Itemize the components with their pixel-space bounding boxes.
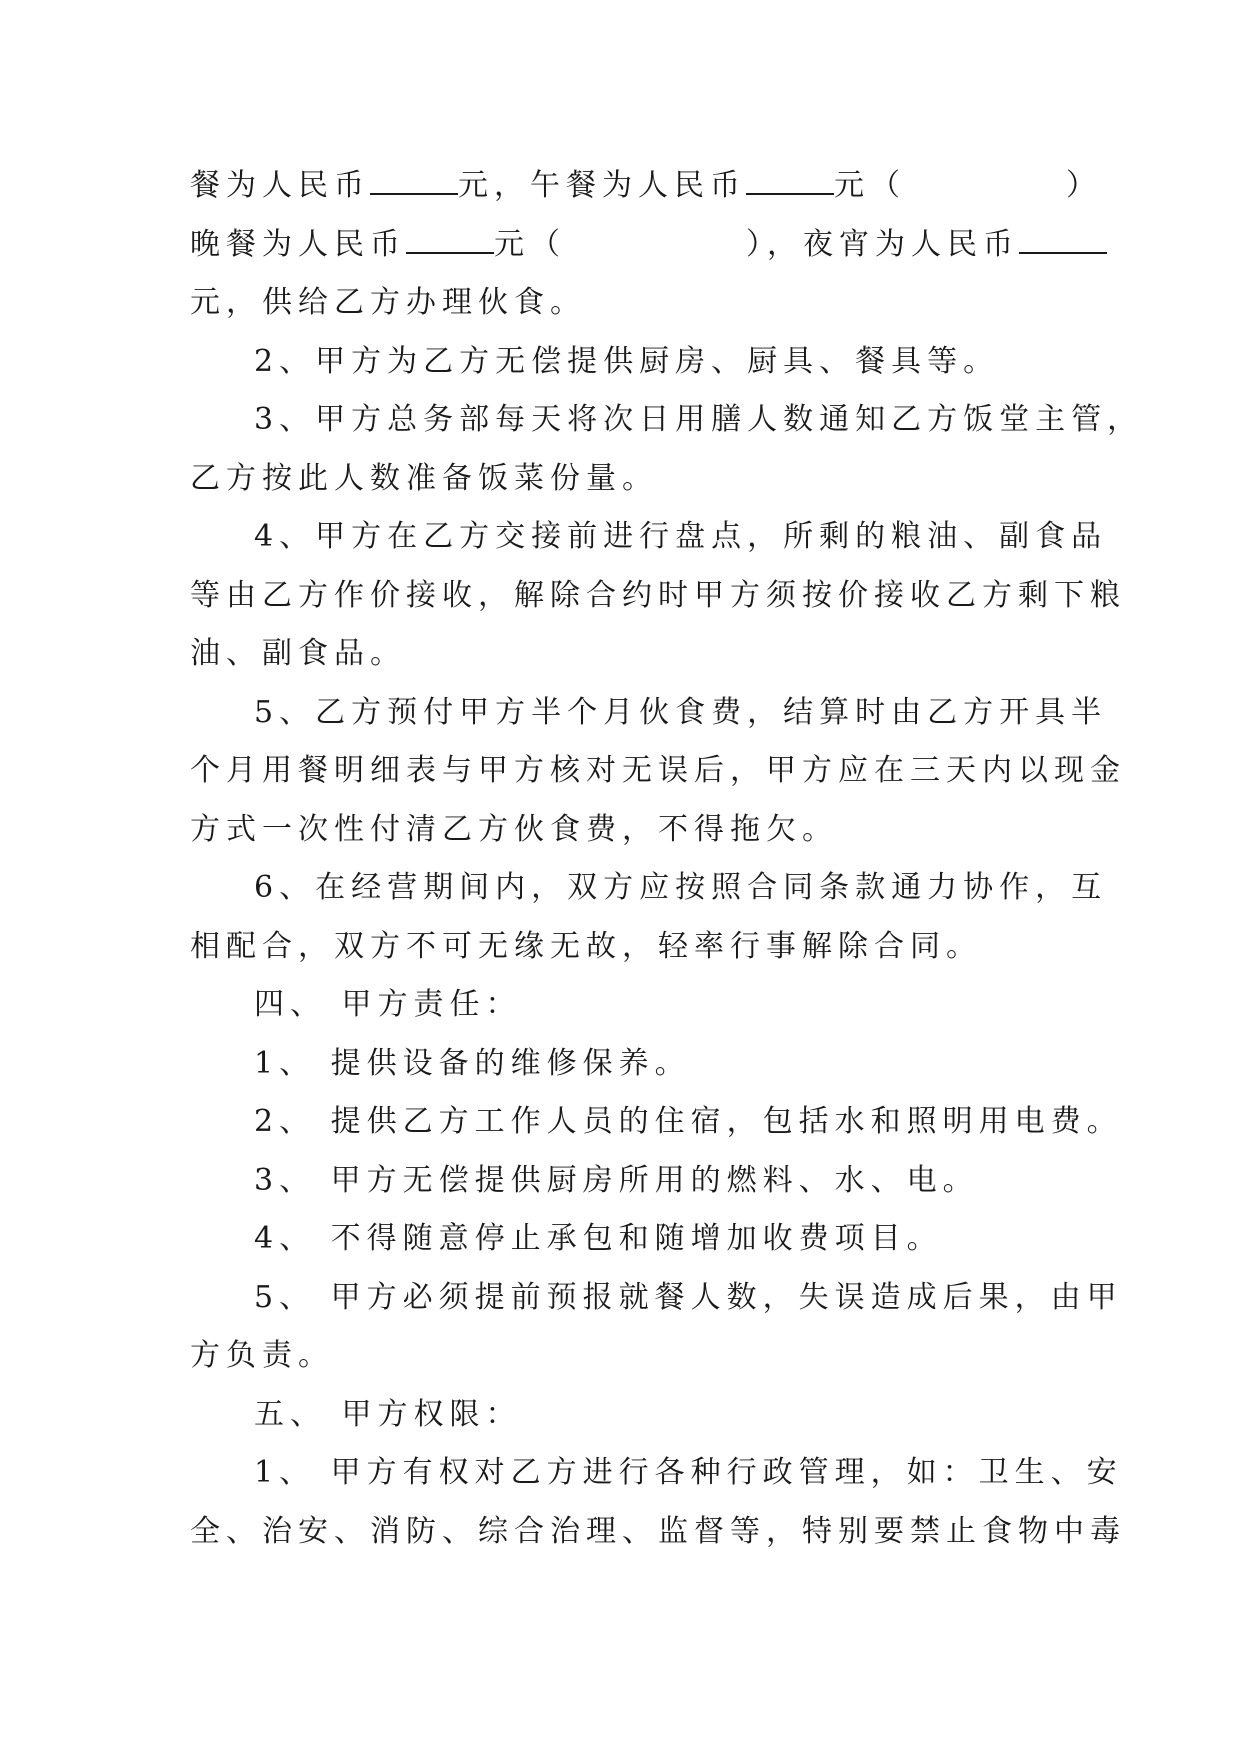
blank-field	[746, 167, 834, 195]
clause-4-cont-2: 油、副食品。	[190, 636, 406, 671]
clause-3-cont: 乙方按此人数准备饭菜份量。	[190, 460, 658, 496]
text-segment: ），夜宵为人民币	[746, 226, 1019, 262]
blank-field	[370, 167, 458, 195]
section-4-item-5-cont: 方负责。	[190, 1338, 334, 1373]
clause-6: 6、在经营期间内，双方应按照合同条款通力协作，互	[254, 870, 1108, 905]
clause-4-cont-1: 等由乙方作价接收，解除合约时甲方须按价接收乙方剩下粮	[190, 577, 1126, 613]
section-heading-4: 四、 甲方责任：	[254, 987, 522, 1022]
line-meal-prices-2	[190, 216, 1070, 275]
section-heading-5: 五、 甲方权限：	[254, 1396, 522, 1432]
section-4-item-5: 5、 甲方必须提前预报就餐人数，失误造成后果，由甲	[254, 1279, 1123, 1315]
text-segment: 元（	[494, 226, 566, 262]
text-segment: 餐为人民币	[190, 168, 370, 203]
line-meal-prices-1	[190, 157, 1102, 216]
section-4-item-3: 3、 甲方无偿提供厨房所用的燃料、水、电。	[254, 1162, 979, 1198]
clause-3: 3、甲方总务部每天将次日用膳人数通知乙方饭堂主管，	[254, 402, 1144, 437]
section-4-item-2: 2、 提供乙方工作人员的住宿，包括水和照明用电费。	[254, 1104, 1123, 1139]
text-segment: 晚餐为人民币	[190, 226, 406, 262]
section-5-item-1-cont: 全、治安、消防、综合治理、监督等，特别要禁止食物中毒	[190, 1513, 1126, 1549]
section-4-item-1: 1、 提供设备的维修保养。	[254, 1045, 691, 1081]
blank-field	[1019, 226, 1107, 254]
clause-2: 2、甲方为乙方无偿提供厨房、厨具、餐具等。	[254, 343, 1000, 379]
clause-4: 4、甲方在乙方交接前进行盘点，所剩的粮油、副食品	[254, 519, 1108, 554]
line-3: 元，供给乙方办理伙食。	[190, 285, 586, 320]
blank-field	[406, 226, 494, 254]
clause-5-cont-1: 个月用餐明细表与甲方核对无误后，甲方应在三天内以现金	[190, 753, 1126, 788]
section-4-item-4: 4、 不得随意停止承包和随增加收费项目。	[254, 1221, 943, 1256]
text-segment: 元（	[834, 168, 906, 203]
contract-text	[190, 157, 1144, 1561]
clause-5-cont-2: 方式一次性付清乙方伙食费，不得拖欠。	[190, 811, 838, 847]
section-5-item-1: 1、 甲方有权对乙方进行各种行政管理，如：卫生、安	[254, 1455, 1123, 1490]
clause-6-cont: 相配合，双方不可无缘无故，轻率行事解除合同。	[190, 928, 982, 964]
text-segment: 元，午餐为人民币	[458, 168, 746, 203]
clause-5: 5、乙方预付甲方半个月伙食费，结算时由乙方开具半	[254, 694, 1108, 730]
text-segment: ）	[1066, 168, 1102, 203]
